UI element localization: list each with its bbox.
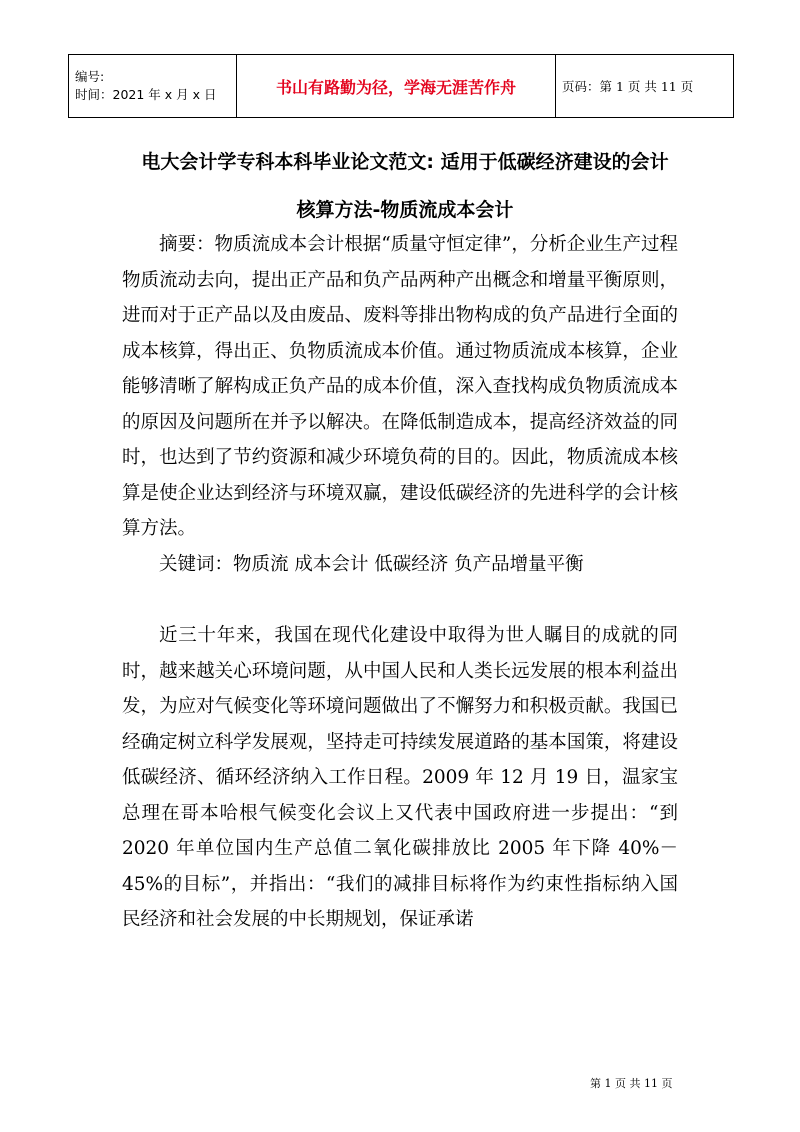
title-line-1: 电大会计学专科本科毕业论文范文: 适用于低碳经济建设的会计 [141, 151, 669, 173]
header-meta-cell [69, 55, 237, 118]
body-paragraph: 近三十年来，我国在现代化建设中取得为世人瞩目的成就的同时，越来越关心环境问题，从中国人民和人类长远发展的根本利益出发，为应对气候变化等环境问题做出了不懈努力和积极贡献。我国已经确定树立科学发展观，坚持走可持续发展道路的基本国策，将建设低碳经济、循环经济纳入工作日程。2009 年 12 月 19 日，温家宝总理在哥本哈根气候变化会议上又代表中国政府进一步提出：“到 2020 年单位国内生产总值二氧化碳排放比 2005 年下降 40%－45%的目标”，并指出：“我们的减排目标将作为约束性指标纳入国民经济和社会发展的中长期规划，保证承诺 [122, 625, 678, 930]
document-number-label: 编号: [75, 69, 105, 84]
header-page-info: 页码：第 1 页 共 11 页 [556, 55, 734, 118]
page-footer: 第 1 页 共 11 页 [590, 1077, 673, 1090]
document-time-label: 时间：2021 年 x 月 x 日 [75, 87, 217, 102]
document-body [122, 227, 678, 938]
title-line-2: 核算方法-物质流成本会计 [296, 199, 514, 221]
abstract-paragraph: 摘要：物质流成本会计根据“质量守恒定律”，分析企业生产过程物质流动去向，提出正产品和负产品两种产出概念和增量平衡原则，进而对于正产品以及由废品、废料等排出物构成的负产品进行全面的成本核算，得出正、负物质流成本价值。通过物质流成本核算，企业能够清晰了解构成正负产品的成本价值，深入查找构成负物质流成本的原因及问题所在并予以解决。在降低制造成本，提高经济效益的同时，也达到了节约资源和减少环境负荷的目的。因此，物质流成本核算是使企业达到经济与环境双赢，建设低碳经济的先进科学的会计核算方法。 [122, 234, 678, 539]
keywords-paragraph: 关键词：物质流 成本会计 低碳经济 负产品增量平衡 [159, 553, 584, 575]
document-header [68, 54, 734, 118]
paragraph-spacer [122, 582, 678, 618]
page-title [100, 138, 710, 234]
header-motto: 书山有路勤为径，学海无涯苦作舟 [237, 55, 556, 118]
